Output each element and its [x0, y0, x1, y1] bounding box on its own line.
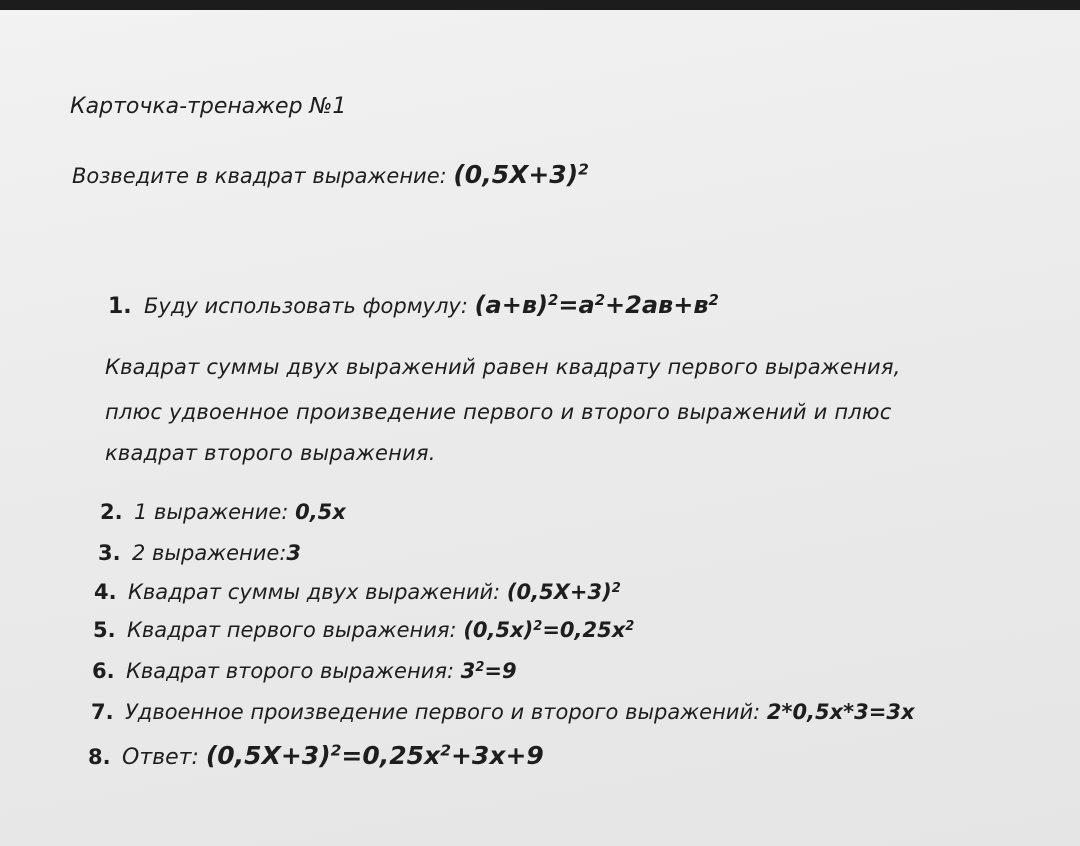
step-value: $3^2=9$ [460, 659, 517, 683]
answer-expression: $(0,5Х+3)^2=0,25х^2+3х+9$ [205, 741, 544, 770]
worksheet-paper [0, 10, 1080, 846]
step-number: 2. [100, 500, 123, 524]
step-text: 1 выражение: [134, 500, 296, 524]
step-number: 1. [108, 294, 132, 319]
step-text: Ответ: [122, 745, 206, 770]
card-title-text: Карточка-тренажер №1 [70, 94, 347, 119]
step-value: 0,5х [295, 500, 346, 524]
step-6 [92, 661, 517, 682]
rule-line-2: плюс удвоенное произведение первого и второго выражений и плюс [105, 400, 892, 424]
step-text: Квадрат суммы двух выражений: [128, 580, 507, 604]
step-8-answer [88, 743, 544, 769]
step-2 [100, 502, 346, 523]
task-expression: $(0,5X+3)^2$ [453, 160, 589, 189]
step-text: Буду использовать формулу: [144, 294, 475, 318]
step-number: 3. [98, 541, 121, 565]
step-7 [91, 702, 915, 723]
task-label: Возведите в квадрат выражение: [72, 164, 454, 188]
step-5 [93, 620, 634, 641]
step-text: Удвоенное произведение первого и второго выражений: [125, 700, 767, 724]
step-text: 2 выражение: [132, 541, 287, 565]
step-text: Квадрат второго выражения: [126, 659, 461, 683]
rule-line-3: квадрат второго выражения. [105, 441, 436, 465]
step-value: $(0,5Х+3)^2$ [506, 580, 621, 604]
step-3 [98, 543, 301, 564]
step-1 [108, 290, 719, 319]
rule-line-1: Квадрат суммы двух выражений равен квадрату первого выражения, [105, 355, 901, 379]
step-number: 5. [93, 618, 116, 642]
square-of-sum-formula: $(а+в)^2=а^2+2ав+в^2$ [474, 290, 719, 319]
step-value: $(0,5х)^2=0,25х^2$ [463, 618, 635, 642]
step-number: 7. [91, 700, 114, 724]
step-text: Квадрат первого выражения: [127, 618, 464, 642]
task-statement [72, 162, 589, 187]
step-4 [94, 582, 621, 603]
step-number: 4. [94, 580, 117, 604]
step-number: 6. [92, 659, 115, 683]
card-title [70, 96, 346, 118]
step-number: 8. [88, 745, 111, 769]
step-value: 2*0,5х*3=3х [766, 700, 915, 724]
step-value: 3 [286, 541, 302, 565]
